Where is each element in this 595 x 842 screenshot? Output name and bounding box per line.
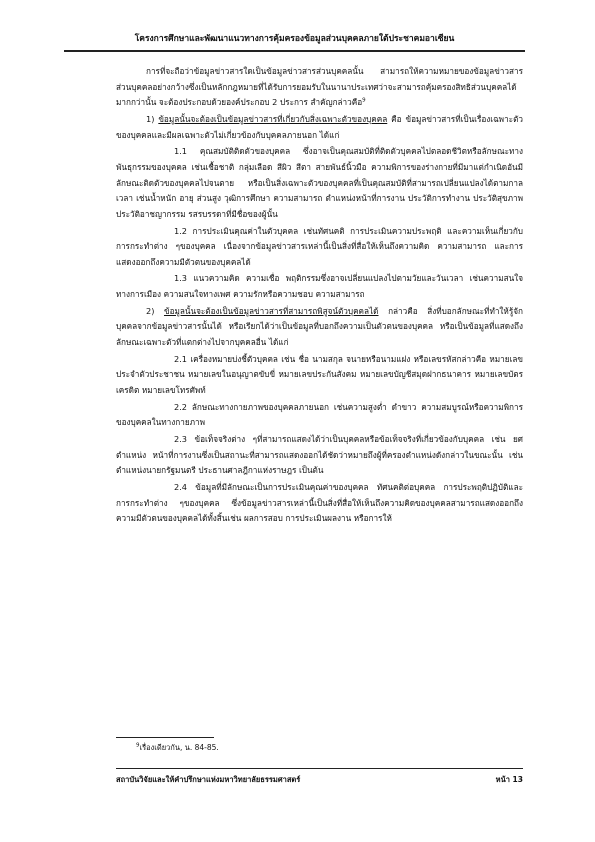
text-run: 2.4 ข้อมูลที่มีลักษณะเป็นการประเมินคุณค่าของบุคคล ทัศนคติต่อบุคคล การประพฤติปฏิบัติและการกระทำต่าง ๆของบุคคล ซึ่งข้อมูลข่าวสารเหล่านี้เป็นสิ่งที่สื่อให้เห็นถึงความคิดของบุคคลสามารถแสดงออกถึงความมีตัวตนของบุคคลได้ทั้งสิ้นเช่น ผลการสอบ การประเมินผลงาน หรือการให้ [116, 482, 523, 524]
footnote-text: เรื่องเดียวกัน, น. 84-85. [139, 743, 219, 752]
text-run: ข้อมูลนั้นจะต้องเป็นข้อมูลข่าวสารที่สามารถพิสูจน์ตัวบุคคลได้ [163, 305, 379, 316]
paragraph [116, 352, 523, 399]
paragraph [116, 480, 523, 527]
footnote-ref: 9 [362, 97, 366, 104]
text-run: 1.1 คุณสมบัติติดตัวของบุคคล ซึ่งอาจเป็นคุณสมบัติที่ติดตัวบุคคลไปตลอดชีวิตหรือลักษณะทางพันธุกรรมของบุคคล เช่นเชื้อชาติ กลุ่มเลือด สีผิว สีตา สายพันธ์นิ้วมือ ความพิการของร่างกายที่มีมาแต่กำเนิดอันมีลักษณะติดตัวของบุคคลไปจนตาย หรือเป็นสิ่งเฉพาะตัวของบุคคลที่เป็นคุณสมบัติที่สามารถเปลี่ยนแปลงได้ตามกาลเวลา เช่นน้ำหนัก อายุ ส่วนสูง วุฒิการศึกษา ความสามารถ ตำแหน่งหน้าที่การงาน ประวัติการทำงาน ประวัติสุขภาพ ประวัติอาชญากรรม รสรบรรดาที่มีชื่อของผู้นั้น [116, 146, 523, 219]
text-run: 1.2 การประเมินคุณค่าในตัวบุคคล เช่นทัศนคติ การประเมินความประพฤติ และความเห็นเกี่ยวกับการกระทำต่าง ๆของบุคคล เนื่องจากข้อมูลข่าวสารเหล่านี้เป็นสิ่งที่สื่อให้เห็นถึงความคิด ความสามารถ และการแสดงออกถึงความมีตัวตนของบุคคลได้ [116, 225, 523, 267]
footnote-mark: 9 [136, 742, 140, 749]
paragraph [116, 112, 523, 143]
paragraph [116, 271, 523, 302]
text-run: 2) [146, 305, 164, 316]
text-run: 2.3 ข้อเท็จจริงต่าง ๆที่สามารถแสดงได้ว่าเป็นบุคคลหรือข้อเท็จจริงที่เกี่ยวข้องกับบุคคล เช่น ยศ ตำแหน่ง หน้าที่การงานซึ่งเป็นสถานะที่สามารถแสดงออกได้ชัดว่าหมายถึงผู้ที่ครองตำแหน่งดังกล่าวในขณะนั้น เช่นตำแหน่งนายกรัฐมนตรี ประธานศาลฎีกาแห่งราษฎร เป็นต้น [116, 434, 523, 476]
text-run: กล่าวคือ สิ่งที่บอกลักษณะที่ทำให้รู้จักบุคคลจากข้อมูลข่าวสารนั้นได้ หรือเรียกได้ว่าเป็นข้อมูลที่บอกถึงความเป็นตัวตนของบุคคล หรือเป็นข้อมูลที่แสดงถึงลักษณะเฉพาะตัวที่แตกต่างไปจากบุคคลอื่น ได้แก่ [116, 305, 523, 348]
header-title: โครงการศึกษาและพัฒนาแนวทางการคุ้มครองข้อมูลส่วนบุคคลภายใต้ประชาคมอาเซียน [134, 34, 455, 44]
text-run: 2.1 เครื่องหมายบ่งชี้ตัวบุคคล เช่น ชื่อ นามสกุล จนายหรือนามแฝง หรือเลขรหัสกล่าวคือ หมายเลขประจำตัวประชาชน หมายเลขในอนุญาตขับขี่ หมายเลขประกันสังคม หมายเลขบัญชีสมุดฝากธนาคาร หมายเลขบัตรเครดิต หมายเลขโทรศัพท์ [116, 353, 523, 395]
text-run: คือ ข้อมูลข่าวสารที่เป็นเรื่องเฉพาะตัวของบุคคลและมีผลเฉพาะตัวไม่เกี่ยวข้องกับบุคคลภายนอก ได้แก่ [116, 113, 523, 140]
paragraph [116, 224, 523, 271]
text-run: 2.2 ลักษณะทางกายภาพของบุคคลภายนอก เช่นความสูงต่ำ ดำขาว ความสมบูรณ์หรือความพิการของบุคคลในทางกายภาพ [116, 401, 523, 428]
page-number: หน้า 13 [495, 775, 523, 784]
footer-institution: สถาบันวิจัยและให้คำปรึกษาแห่งมหาวิทยาลัยธรรมศาสตร์ [116, 775, 301, 784]
text-run: การที่จะถือว่าข้อมูลข่าวสารใดเป็นข้อมูลข่าวสารส่วนบุคคลนั้น สามารถให้ความหมายของข้อมูลข่าวสารส่วนบุคคลอย่างกว้างซึ่งเป็นหลักกฎหมายที่ได้รับการยอมรับในนานาประเทศว่าจะสามารถคุ้มครองสิทธิส่วนบุคคลได้มากกว่านั้น จะต้องประกอบด้วยองค์ประกอบ 2 ประการ สำคัญกล่าวคือ [116, 66, 523, 108]
paragraph [116, 432, 523, 479]
body-text [116, 64, 523, 528]
paragraph [116, 64, 523, 111]
text-run: 1) [146, 113, 159, 124]
page-header [64, 30, 525, 52]
paragraph [116, 400, 523, 431]
paragraph [116, 304, 523, 351]
text-run: ข้อมูลนั้นจะต้องเป็นข้อมูลข่าวสารที่เกี่ยวกับสิ่งเฉพาะตัวของบุคคล [158, 113, 388, 124]
footnote-divider [116, 737, 214, 738]
text-run: 1.3 แนวความคิด ความเชื่อ พฤติกรรมซึ่งอาจเปลี่ยนแปลงไปตามวัยและวันเวลา เช่นความสนใจทางการเมือง ความสนใจทางเพศ ความรักหรือความชอบ ความสามารถ [116, 273, 523, 300]
page-footer [116, 768, 523, 787]
footnote [136, 742, 219, 754]
paragraph [116, 144, 523, 222]
